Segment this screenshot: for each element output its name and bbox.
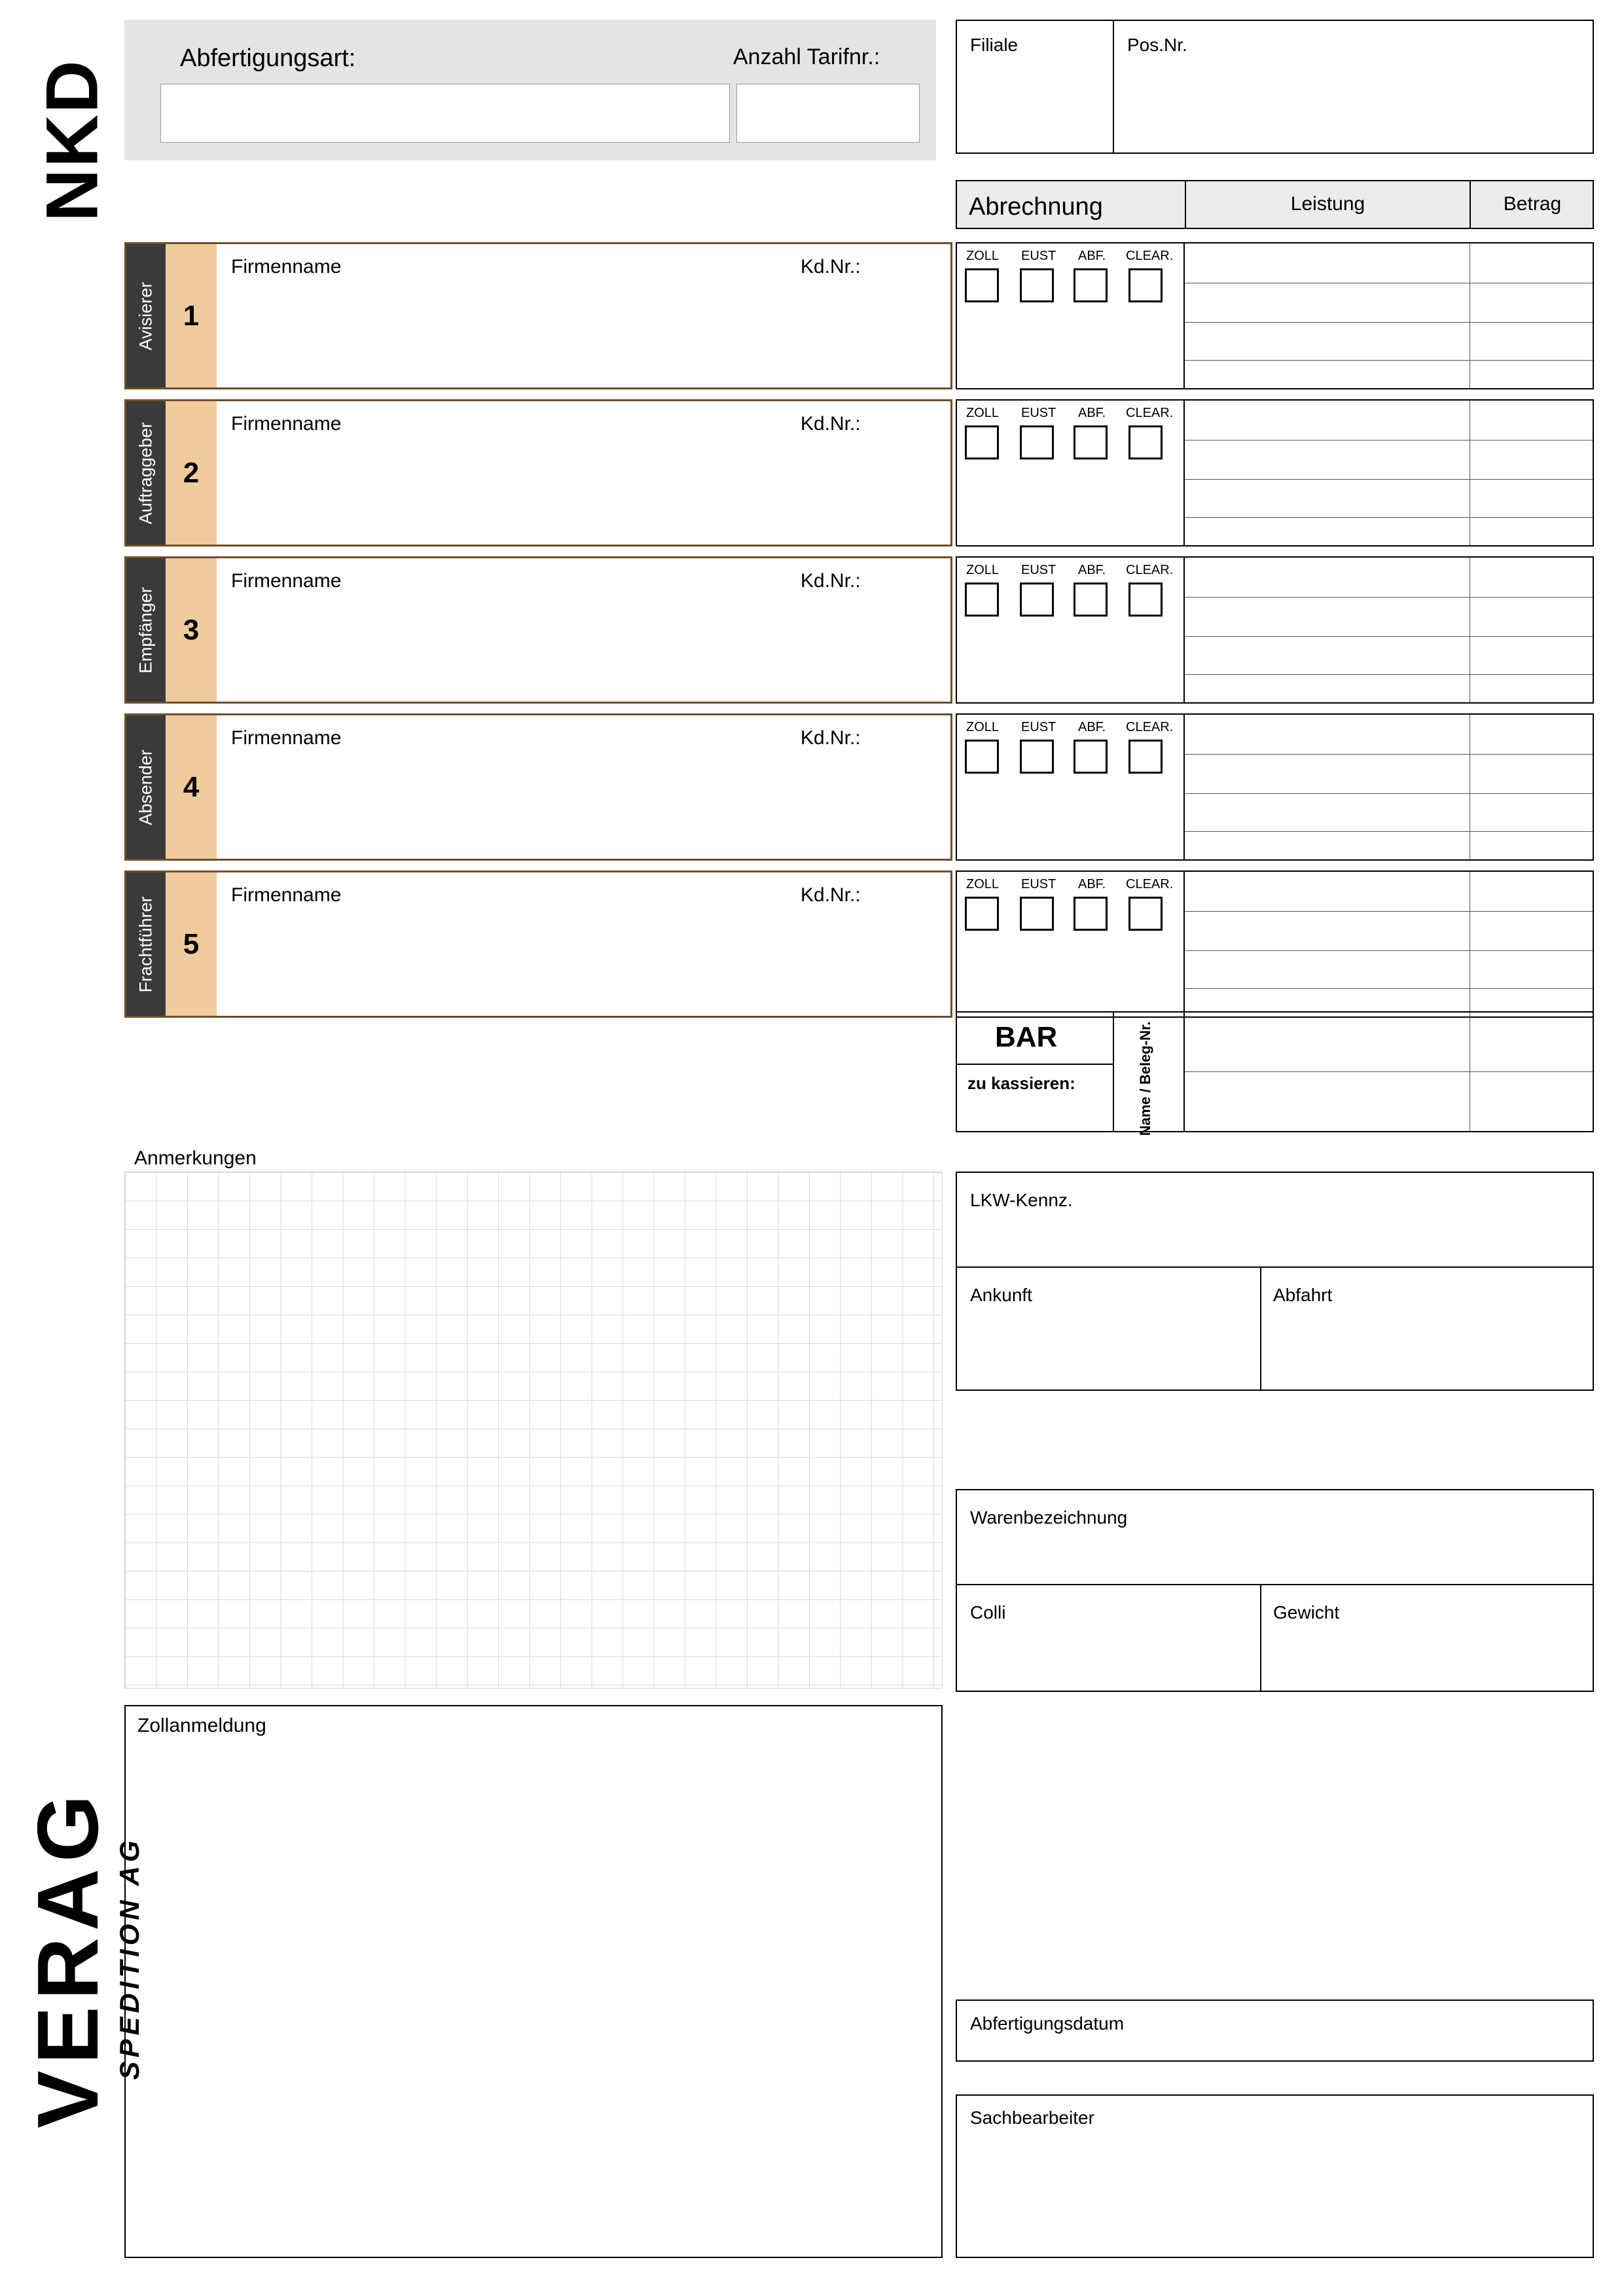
- firmenname-label: Firmenname: [231, 256, 342, 278]
- cb-label-clear: CLEAR.: [1126, 249, 1174, 263]
- party-number-label: 5: [183, 927, 200, 960]
- lkw-divider-horizontal: [956, 1266, 1594, 1268]
- abrechnung-col-leistung: [1185, 180, 1470, 229]
- party-row-frachtfuehrer[interactable]: [124, 870, 952, 1018]
- checkbox-eust[interactable]: [1020, 425, 1054, 459]
- abrechnung-col-leistung-label: Leistung: [1290, 193, 1365, 215]
- checkbox-abf[interactable]: [1074, 425, 1108, 459]
- party-role-label: Empfänger: [135, 586, 156, 673]
- bar-vertical-divider: [1113, 1011, 1114, 1132]
- bar-amount-lines[interactable]: [1183, 1011, 1594, 1132]
- posnr-input[interactable]: [1121, 62, 1585, 144]
- anmerkungen-grid-input[interactable]: [124, 1172, 943, 1689]
- bar-title: BAR: [995, 1021, 1058, 1053]
- party-number: [166, 244, 217, 387]
- party-row-auftraggeber[interactable]: [124, 399, 952, 547]
- bar-divider: [956, 1064, 1113, 1065]
- checkbox-block-2: [956, 399, 1185, 547]
- cb-label-clear: CLEAR.: [1126, 877, 1174, 891]
- checkbox-clear[interactable]: [1128, 425, 1163, 459]
- checkbox-block-3: [956, 556, 1185, 704]
- abrechnung-lines-4[interactable]: [1183, 713, 1594, 861]
- cb-label-abf: ABF.: [1078, 720, 1106, 734]
- cb-label-zoll: ZOLL: [966, 249, 1000, 263]
- ware-divider-horizontal: [956, 1584, 1594, 1585]
- firmenname-label: Firmenname: [231, 570, 342, 592]
- kdnr-label: Kd.Nr.:: [801, 884, 861, 906]
- firmenname-label: Firmenname: [231, 884, 342, 906]
- bar-subtitle: zu kassieren:: [967, 1073, 1075, 1093]
- checkbox-zoll[interactable]: [965, 268, 999, 302]
- party-row-absender[interactable]: [124, 713, 952, 861]
- checkbox-abf[interactable]: [1074, 583, 1108, 617]
- party-role-tab: [126, 558, 166, 702]
- ware-divider-vertical: [1260, 1584, 1261, 1692]
- checkbox-eust[interactable]: [1020, 897, 1054, 931]
- cb-label-zoll: ZOLL: [966, 563, 1000, 577]
- posnr-label: Pos.Nr.: [1127, 35, 1187, 55]
- cb-label-zoll: ZOLL: [966, 720, 1000, 734]
- sachbearbeiter-input[interactable]: [962, 2137, 1584, 2251]
- cb-label-eust: EUST: [1021, 249, 1056, 263]
- zollanmeldung-input[interactable]: [131, 1744, 936, 2251]
- cb-label-clear: CLEAR.: [1126, 720, 1174, 734]
- kdnr-label: Kd.Nr.:: [801, 727, 861, 749]
- checkbox-zoll[interactable]: [965, 425, 999, 459]
- checkbox-block-1: [956, 242, 1185, 389]
- firmenname-label: Firmenname: [231, 727, 342, 749]
- checkbox-clear[interactable]: [1128, 897, 1163, 931]
- anmerkungen-label: Anmerkungen: [134, 1147, 257, 1169]
- party-number-label: 4: [183, 770, 200, 803]
- cb-label-abf: ABF.: [1078, 563, 1106, 577]
- colli-input[interactable]: [962, 1630, 1254, 1689]
- bar-name-belegnr-label: Name / Beleg-Nr.: [1137, 1021, 1153, 1136]
- party-role-label: Absender: [135, 749, 156, 825]
- abrechnung-lines-2[interactable]: [1183, 399, 1594, 547]
- abrechnung-title: Abrechnung: [969, 193, 1103, 221]
- cb-label-clear: CLEAR.: [1126, 406, 1174, 420]
- warenbezeichnung-label: Warenbezeichnung: [970, 1507, 1128, 1528]
- checkbox-abf[interactable]: [1074, 740, 1108, 774]
- abfertigungsart-input[interactable]: [160, 84, 730, 143]
- checkbox-eust[interactable]: [1020, 583, 1054, 617]
- lkw-kennz-input[interactable]: [962, 1217, 1584, 1263]
- party-row-avisierer[interactable]: [124, 242, 952, 389]
- anzahl-tarifnr-input[interactable]: [736, 84, 920, 143]
- party-row-empfaenger[interactable]: [124, 556, 952, 704]
- checkbox-zoll[interactable]: [965, 583, 999, 617]
- zollanmeldung-label: Zollanmeldung: [137, 1715, 266, 1736]
- checkbox-abf[interactable]: [1074, 268, 1108, 302]
- abrechnung-col-betrag: [1470, 180, 1594, 229]
- party-role-tab: [126, 244, 166, 387]
- cb-label-eust: EUST: [1021, 406, 1056, 420]
- cb-label-zoll: ZOLL: [966, 877, 1000, 891]
- checkbox-clear[interactable]: [1128, 268, 1163, 302]
- party-role-label: Avisierer: [135, 281, 156, 350]
- party-role-tab: [126, 872, 166, 1016]
- cb-label-clear: CLEAR.: [1126, 563, 1174, 577]
- ankunft-label: Ankunft: [970, 1285, 1032, 1305]
- party-role-tab: [126, 401, 166, 545]
- cb-label-abf: ABF.: [1078, 406, 1106, 420]
- party-number-label: 3: [183, 613, 200, 646]
- filiale-divider: [1113, 20, 1114, 154]
- anzahl-tarifnr-label: Anzahl Tarifnr.:: [733, 45, 880, 69]
- abrechnung-col-betrag-label: Betrag: [1503, 193, 1562, 215]
- party-number: [166, 872, 217, 1016]
- lkw-kennz-label: LKW-Kennz.: [970, 1190, 1073, 1210]
- party-number: [166, 401, 217, 545]
- abfahrt-input[interactable]: [1267, 1312, 1587, 1384]
- party-number-label: 2: [183, 456, 200, 489]
- cb-label-eust: EUST: [1021, 877, 1056, 891]
- party-number-label: 1: [183, 299, 200, 332]
- party-number: [166, 715, 217, 859]
- cb-label-abf: ABF.: [1078, 249, 1106, 263]
- kdnr-label: Kd.Nr.:: [801, 413, 861, 435]
- firmenname-label: Firmenname: [231, 413, 342, 435]
- checkbox-zoll[interactable]: [965, 897, 999, 931]
- ankunft-input[interactable]: [962, 1312, 1254, 1384]
- party-role-label: Frachtführer: [135, 895, 156, 993]
- checkbox-clear[interactable]: [1128, 583, 1163, 617]
- checkbox-clear[interactable]: [1128, 740, 1163, 774]
- party-number: [166, 558, 217, 702]
- abfahrt-label: Abfahrt: [1273, 1285, 1333, 1305]
- checkbox-eust[interactable]: [1020, 268, 1054, 302]
- abrechnung-lines-5[interactable]: [1183, 870, 1594, 1018]
- verag-tagline: SPEDITION AG: [114, 1837, 145, 2080]
- cb-label-abf: ABF.: [1078, 877, 1106, 891]
- checkbox-block-5: [956, 870, 1185, 1018]
- checkbox-block-4: [956, 713, 1185, 861]
- cb-label-eust: EUST: [1021, 720, 1056, 734]
- abrechnung-lines-1[interactable]: [1183, 242, 1594, 389]
- gewicht-label: Gewicht: [1273, 1602, 1340, 1623]
- lkw-divider-vertical: [1260, 1266, 1261, 1391]
- checkbox-eust[interactable]: [1020, 740, 1054, 774]
- verag-wordmark: VERAG: [20, 1788, 116, 2128]
- filiale-input[interactable]: [962, 62, 1103, 144]
- abfertigungsdatum-input[interactable]: [1244, 2009, 1584, 2055]
- checkbox-abf[interactable]: [1074, 897, 1108, 931]
- kdnr-label: Kd.Nr.:: [801, 570, 861, 592]
- sachbearbeiter-label: Sachbearbeiter: [970, 2108, 1094, 2128]
- checkbox-zoll[interactable]: [965, 740, 999, 774]
- abrechnung-lines-3[interactable]: [1183, 556, 1594, 704]
- abfertigungsart-label: Abfertigungsart:: [180, 45, 356, 72]
- gewicht-input[interactable]: [1267, 1630, 1587, 1689]
- cb-label-eust: EUST: [1021, 563, 1056, 577]
- colli-label: Colli: [970, 1602, 1006, 1623]
- cb-label-zoll: ZOLL: [966, 406, 1000, 420]
- filiale-label: Filiale: [970, 35, 1019, 55]
- warenbezeichnung-input[interactable]: [962, 1535, 1584, 1581]
- party-role-tab: [126, 715, 166, 859]
- kdnr-label: Kd.Nr.:: [801, 256, 861, 278]
- party-role-label: Auftraggeber: [135, 422, 156, 524]
- abfertigungsdatum-label: Abfertigungsdatum: [970, 2013, 1125, 2034]
- nkd-logo: NKD: [31, 59, 113, 222]
